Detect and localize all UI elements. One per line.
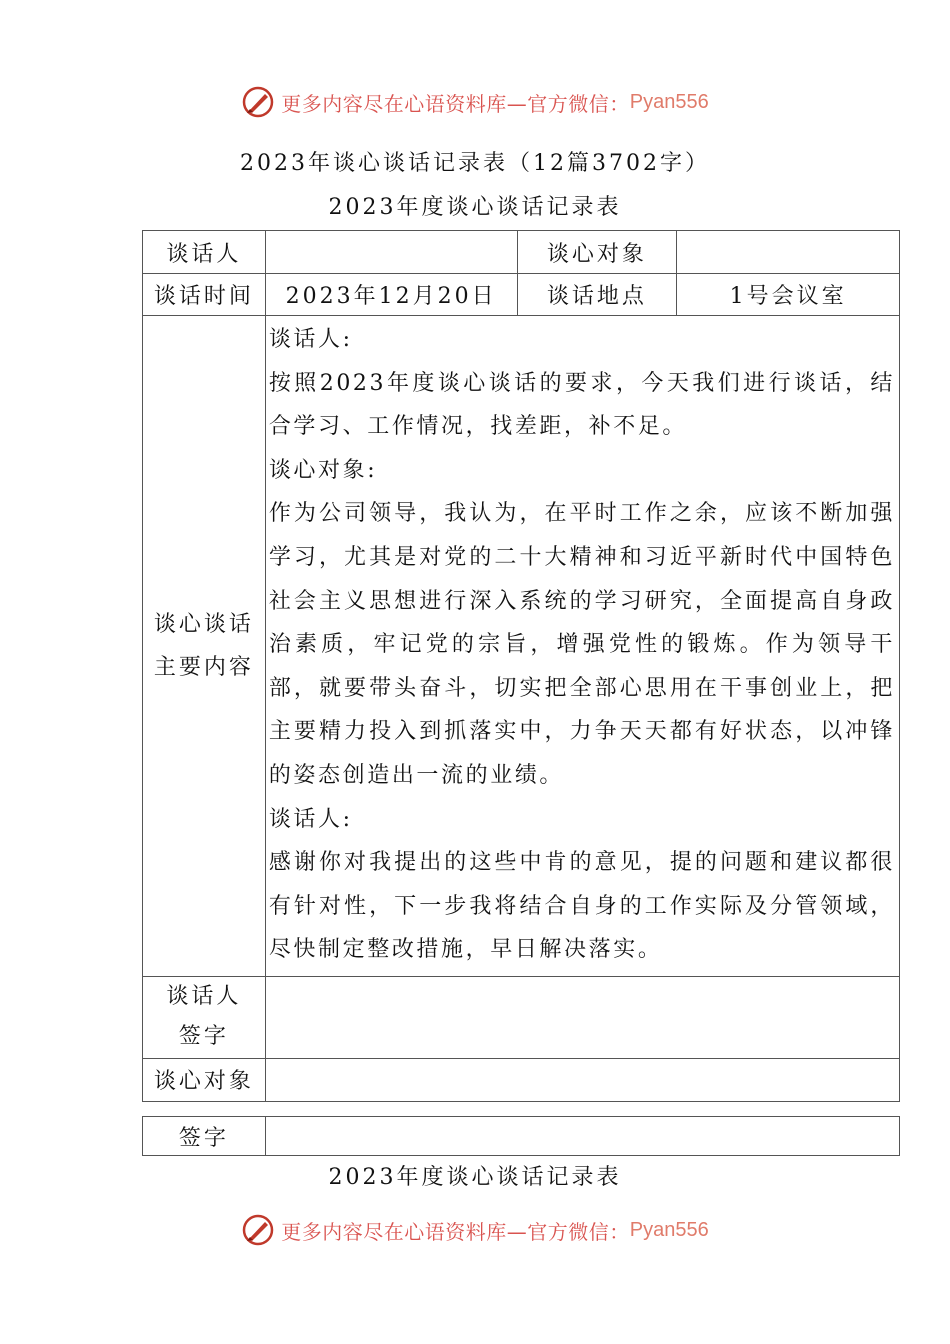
target-sign-label: 谈心对象	[143, 1058, 266, 1101]
time-label: 谈话时间	[143, 274, 266, 316]
speaker-sign-field	[265, 976, 899, 1058]
banner-text: 更多内容尽在心语资料库—官方微信：	[281, 91, 630, 116]
watermark-banner-top	[0, 82, 950, 122]
content-label-line-1: 谈心谈话	[153, 611, 254, 637]
pen-logo-icon	[241, 85, 275, 119]
content-paragraph: 谈话人:	[268, 327, 353, 352]
content-label	[143, 316, 266, 977]
speaker-value	[265, 231, 517, 274]
form-title: 2023年度谈心谈话记录表	[328, 195, 622, 220]
watermark-banner-bottom	[0, 1210, 950, 1250]
content-paragraph: 按照2023年度谈心谈话的要求，今天我们进行谈话，结合学习、工作情况，找差距，补不足。	[268, 370, 895, 440]
pen-logo-icon	[241, 1213, 275, 1247]
content-body	[265, 316, 899, 977]
place-label: 谈话地点	[517, 274, 677, 316]
sign-label: 签字	[143, 1117, 266, 1156]
record-table	[142, 230, 900, 1102]
target-sign-field	[265, 1058, 899, 1101]
banner-text: 更多内容尽在心语资料库—官方微信：	[281, 1219, 630, 1244]
content-label-line-2: 主要内容	[153, 654, 254, 680]
place-value: 1号会议室	[677, 274, 900, 316]
speaker-sign-label-line-1: 谈话人	[166, 984, 242, 1010]
content-paragraph: 感谢你对我提出的这些中肯的意见，提的问题和建议都很有针对性，下一步我将结合自身的工作实际及分管领域，尽快制定整改措施，早日解决落实。	[268, 850, 895, 963]
target-label: 谈心对象	[517, 231, 677, 274]
next-form-title: 2023年度谈心谈话记录表	[328, 1165, 622, 1190]
target-value	[677, 231, 900, 274]
speaker-label: 谈话人	[143, 231, 266, 274]
banner-wechat-id: Pyan556	[629, 90, 709, 113]
time-value: 2023年12月20日	[265, 274, 517, 316]
sign-table	[142, 1116, 900, 1156]
speaker-sign-label	[143, 976, 266, 1058]
content-paragraph: 作为公司领导，我认为，在平时工作之余，应该不断加强学习，尤其是对党的二十大精神和习近平新时代中国特色社会主义思想进行深入系统的学习研究，全面提高自身政治素质，牢记党的宗旨，增强党性的锻炼。作为领导干部，就要带头奋斗，切实把全部心思用在干事创业上，把主要精力投入到抓落实中，力争天天都有好状态，以冲锋的姿态创造出一流的业绩。	[268, 501, 895, 788]
sign-field	[265, 1117, 899, 1156]
document-title: 2023年谈心谈话记录表（12篇3702字）	[240, 151, 710, 176]
speaker-sign-label-line-2: 签字	[178, 1024, 229, 1050]
content-paragraph: 谈话人:	[268, 806, 353, 832]
content-paragraph: 谈心对象:	[268, 457, 378, 483]
banner-wechat-id: Pyan556	[629, 1218, 709, 1241]
